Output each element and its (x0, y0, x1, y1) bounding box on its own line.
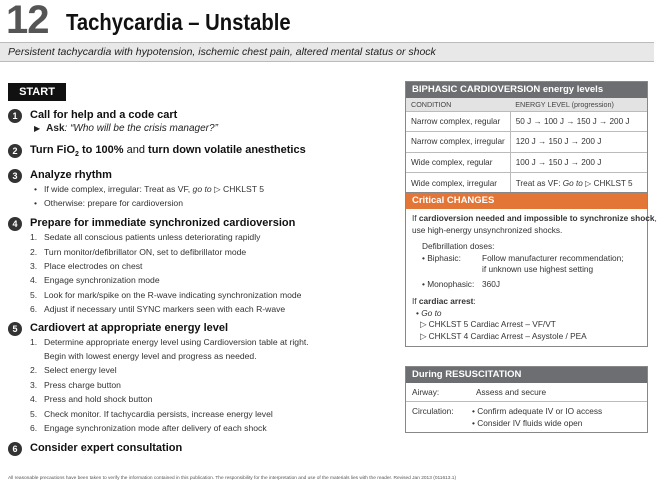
list-item: 4. Press and hold shock button (30, 394, 153, 405)
list-item-continuation: Begin with lowest energy level and progress as needed. (44, 351, 257, 362)
step-3 (8, 168, 398, 210)
list-item: 1. Sedate all conscious patients unless deteriorating rapidly (30, 232, 261, 243)
checklist-number: 12 (6, 0, 49, 42)
cardiac-arrest-line: If cardiac arrest: (412, 296, 476, 306)
list-item: 2. Turn monitor/defibrillator ON, set to defibrillator mode (30, 246, 247, 257)
list-item: 2. Select energy level (30, 365, 117, 376)
step-4-title: Prepare for immediate synchronized cardioversion (30, 217, 296, 230)
step-5-title: Cardiovert at appropriate energy level (30, 321, 229, 334)
list-item: 3. Place electrodes on chest (30, 261, 143, 271)
table-row: Narrow complex, irregular 120 J → 150 J → 200 J (406, 132, 647, 153)
list-item: 6. Engage synchronization mode after delivery of each shock (30, 423, 267, 434)
footer-disclaimer: All reasonable precautions have been taken to verify the information contained in this publication. The responsibility for the interpretation and use of the materials lies with the reader. Revised Jan 2013 (011613.1) (8, 476, 457, 481)
triangle-right-icon: ▶ (34, 124, 41, 133)
step-number-6: 6 (8, 442, 22, 456)
list-item: 5. Check monitor. If tachycardia persists, increase energy level (30, 408, 273, 419)
ask-text: : “Who will be the crisis manager?” (64, 123, 218, 134)
circulation-row: Circulation: • Confirm adequate IV or IO access • Consider IV fluids wide open (406, 401, 647, 432)
energy-column-header: ENERGY LEVEL (progression) (510, 98, 647, 111)
list-item: 6. Adjust if necessary until SYNC markers seen with each R-wave (30, 304, 286, 315)
biphasic-panel (405, 81, 648, 194)
step-2-title (30, 143, 398, 162)
table-row: Wide complex, irregular Treat as VF: Go to ▷ CHKLST 5 (406, 173, 647, 194)
subtitle-band (0, 42, 654, 62)
critical-panel-title: Critical CHANGES (406, 193, 647, 209)
table-row: Wide complex, regular 100 J → 150 J → 200 J (406, 152, 647, 173)
volatile-text: turn down volatile anesthetics (148, 144, 306, 156)
list-item: 1. Determine appropriate energy level using Cardioversion table at right. (30, 336, 309, 347)
step-1 (8, 108, 398, 136)
resuscitation-panel (405, 366, 648, 433)
chklst-5-link[interactable]: ▷ CHKLST 5 Cardiac Arrest – VF/VT (420, 319, 556, 329)
checklist-header (0, 0, 654, 44)
step-1-title: Call for help and a code cart (30, 109, 178, 121)
list-item: 5. Look for mark/spike on the R-wave indicating synchronization mode (30, 289, 302, 300)
step-number-3: 3 (8, 169, 22, 183)
condition-column-header: CONDITION (406, 98, 510, 111)
page-title: Tachycardia – Unstable (66, 9, 291, 35)
biphasic-panel-title: BIPHASIC CARDIOVERSION energy levels (406, 82, 647, 98)
start-label: START (8, 83, 66, 101)
critical-panel (405, 192, 657, 347)
chklst-4-link[interactable]: ▷ CHKLST 4 Cardiac Arrest – Asystole / PEA (420, 330, 587, 341)
list-item: • Otherwise: prepare for cardioversion (30, 196, 398, 210)
step-6 (8, 441, 398, 455)
energy-table (406, 98, 647, 193)
step-4 (8, 216, 398, 316)
fio2-value: to 100% (78, 144, 124, 156)
step-number-1: 1 (8, 109, 22, 123)
step-6-title: Consider expert consultation (30, 442, 183, 455)
step-3-title: Analyze rhythm (30, 169, 112, 182)
step-2 (8, 143, 398, 162)
and-word: and (123, 144, 149, 156)
step-number-4: 4 (8, 217, 22, 231)
fio2-label: Turn FiO (30, 144, 76, 156)
table-header-row (406, 98, 647, 111)
step-number-2: 2 (8, 144, 22, 158)
defib-doses-label: Defibrillation doses: (422, 241, 495, 251)
step-number-5: 5 (8, 322, 22, 336)
resuscitation-panel-title: During RESUSCITATION (406, 367, 647, 383)
ask-label: Ask (46, 123, 65, 134)
fio2-subscript: 2 (75, 151, 79, 159)
airway-row: Airway: Assess and secure (412, 387, 547, 397)
steps-list (8, 108, 398, 455)
ask-line (30, 122, 398, 136)
page-subtitle: Persistent tachycardia with hypotension, ischemic chest pain, altered mental status or shock (8, 46, 436, 58)
table-row: Narrow complex, regular 50 J → 100 J → 150 J → 200 J (406, 111, 647, 132)
goto-line: • Go to (416, 307, 442, 318)
list-item: • If wide complex, irregular: Treat as VF, go to ▷ CHKLST 5 (30, 182, 398, 196)
list-item: 4. Engage synchronization mode (30, 275, 160, 286)
critical-line-1: If cardioversion needed and impossible to synchronize shock, (412, 213, 657, 223)
critical-line-2: use high-energy unsynchronized shocks. (412, 224, 563, 235)
list-item: 3. Press charge button (30, 379, 121, 390)
biphasic-dose: • Biphasic: Follow manufacturer recommendation; if unknown use highest setting (422, 252, 624, 274)
monophasic-dose: • Monophasic: 360J (422, 278, 500, 289)
step-5 (8, 321, 398, 436)
